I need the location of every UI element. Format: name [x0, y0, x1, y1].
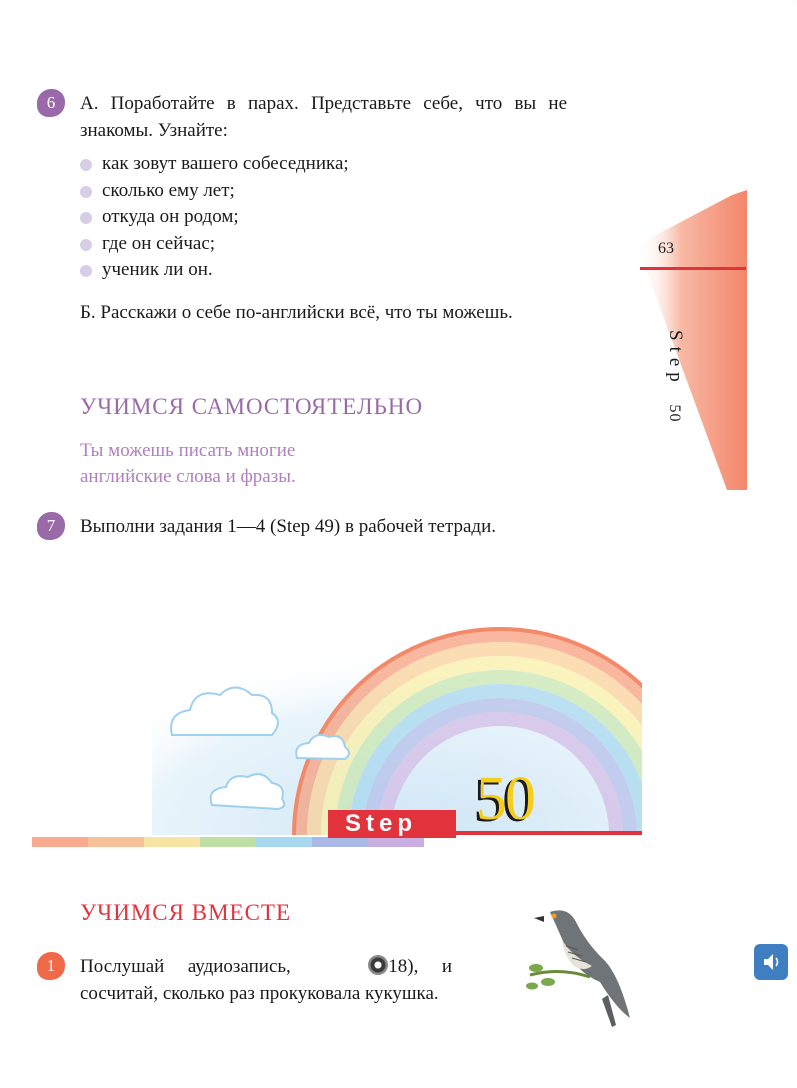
- list-item: откуда он родом;: [80, 204, 349, 231]
- task-6-part-b: Б. Расскажи о себе по-английски всё, что ты можешь.: [80, 302, 513, 323]
- task-7-badge: 7: [37, 512, 65, 540]
- side-step-number: 50: [666, 404, 683, 423]
- task-6-intro: А. Поработайте в парах. Представьте себе, что вы не знакомы. Узнайте:: [80, 93, 567, 141]
- task-6-badge: 6: [37, 89, 65, 117]
- task-1-text-before: Послушай аудиозапись,: [80, 956, 291, 977]
- rainbow-banner-illustration: [32, 600, 642, 850]
- page-number-rule: [640, 267, 746, 270]
- self-study-text: [80, 438, 296, 490]
- self-study-heading: УЧИМСЯ САМОСТОЯТЕЛЬНО: [80, 394, 424, 419]
- audio-play-button[interactable]: [754, 944, 788, 980]
- task-6-bullets: [80, 151, 349, 284]
- list-item: как зовут вашего собеседника;: [80, 151, 349, 178]
- list-item: сколько ему лет;: [80, 178, 349, 205]
- page-number: 63: [658, 240, 674, 257]
- speaker-icon: [754, 944, 788, 980]
- bullet-dot-icon: [80, 159, 92, 171]
- self-study-line-1: Ты можешь писать многие: [80, 440, 296, 461]
- list-item: ученик ли он.: [80, 257, 349, 284]
- task-1-badge: 1: [37, 952, 65, 980]
- audio-disc-icon[interactable]: [368, 955, 388, 975]
- side-step-label: [652, 300, 702, 423]
- together-heading: УЧИМСЯ ВМЕСТЕ: [80, 900, 292, 925]
- task-1-text: [80, 953, 452, 1007]
- task-1-audio-ref: 18: [388, 956, 408, 977]
- banner-step-word: Step: [345, 810, 418, 837]
- task-1-text-after: ), и сосчитай, сколько раз прокуковала кукушка.: [80, 956, 453, 1004]
- task-7-text: Выполни задания 1—4 (Step 49) в рабочей тетради.: [80, 516, 496, 537]
- cuckoo-bird-illustration: [520, 900, 640, 1030]
- bullet-dot-icon: [80, 265, 92, 277]
- bullet-dot-icon: [80, 212, 92, 224]
- bullet-dot-icon: [80, 186, 92, 198]
- bullet-dot-icon: [80, 239, 92, 251]
- list-item: где он сейчас;: [80, 231, 349, 258]
- side-step-word: Step: [665, 330, 686, 388]
- self-study-line-2: английские слова и фразы.: [80, 466, 296, 487]
- banner-step-number: 50: [476, 765, 534, 833]
